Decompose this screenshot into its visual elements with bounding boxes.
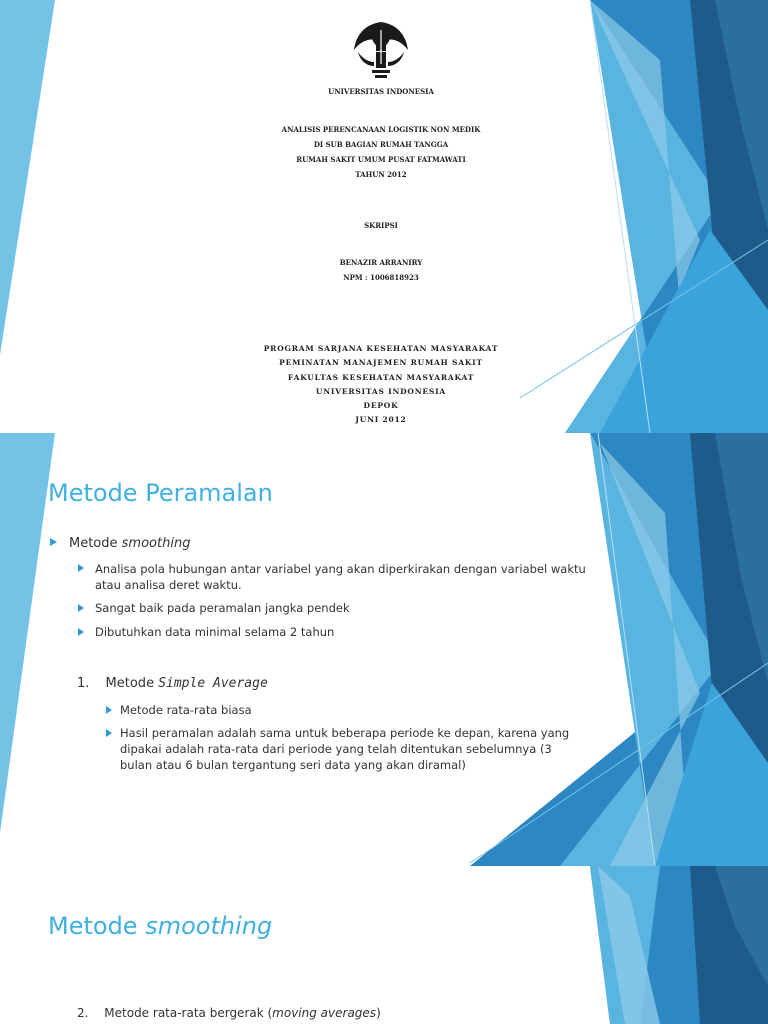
bullet-metode-smoothing [69,536,190,551]
footer-line: PROGRAM SARJANA KESEHATAN MASYARAKAT [263,344,499,353]
numbered-index: 1. [77,676,90,691]
slide-decoration [0,866,768,1024]
numbered-text: Metode [105,676,159,691]
sub-bullet-line: bulan atau 6 bulan tergantung seri data yang akan diramal) [120,758,466,772]
sub-bullet-line: atau analisa deret waktu. [95,578,242,592]
cover-title-block [250,122,512,182]
cover-university [250,84,512,99]
numbered-item-moving-averages [77,1005,381,1021]
bullet-italic-text: smoothing [121,536,191,551]
sub-bullet-line: Analisa pola hubungan antar variabel yang akan diperkirakan dengan variabel waktu [95,562,586,576]
slide-title: Metode Peramalan [48,479,273,507]
cover-author-block [250,255,512,285]
title-line: DI SUB BAGIAN RUMAH TANGGA [313,140,449,149]
sub-bullet: Metode rata-rata biasa [120,703,252,717]
title-line: RUMAH SAKIT UMUM PUSAT FATMAWATI [296,155,466,164]
title-line: ANALISIS PERENCANAAN LOGISTIK NON MEDIK [281,125,481,134]
bullet-arrow-icon [78,604,84,612]
bullet-arrow-icon [106,706,112,714]
sub-bullet: Dibutuhkan data minimal selama 2 tahun [95,625,335,639]
university-name: UNIVERSITAS INDONESIA [328,87,434,96]
bullet-arrow-icon [106,729,112,737]
footer-line: DEPOK [363,401,399,411]
title-italic-text: smoothing [145,912,273,940]
content-slide-peramalan [0,433,768,866]
sub-bullet [95,561,586,593]
bullet-text: Metode [69,536,122,551]
numbered-item-simple-average [77,676,268,691]
slide-title [48,912,272,940]
numbered-italic-text: moving averages [272,1006,377,1020]
numbered-index: 2. [77,1006,89,1020]
cover-footer-block [250,342,512,428]
numbered-italic-text: Simple Average [158,676,268,691]
cover-doc-type [250,218,512,233]
sub-bullet [120,725,569,773]
footer-line: JUNI 2012 [355,415,407,425]
numbered-suffix: ) [376,1006,381,1020]
author-name: BENAZIR ARRANIRY [339,258,423,267]
bullet-arrow-icon [50,538,57,546]
sub-bullet-line: Hasil peramalan adalah sama untuk beberapa periode ke depan, karena yang [120,726,570,740]
sub-bullet-line: dipakai adalah rata-rata dari periode yang telah ditentukan sebelumnya (3 [120,742,552,756]
numbered-text: Metode rata-rata bergerak ( [104,1006,273,1020]
content-slide-smoothing [0,866,768,1024]
title-text: Metode [48,912,146,940]
footer-line: PEMINATAN MANAJEMEN RUMAH SAKIT [279,358,483,368]
cover-slide [0,0,768,433]
bullet-arrow-icon [78,628,84,636]
sub-bullet: Sangat baik pada peramalan jangka pendek [95,601,350,615]
footer-line: UNIVERSITAS INDONESIA [315,386,447,396]
footer-line: FAKULTAS KESEHATAN MASYARAKAT [287,372,475,382]
author-npm: NPM : 1006818923 [343,273,419,282]
doc-type: SKRIPSI [364,221,398,230]
bullet-arrow-icon [78,564,84,572]
university-logo [350,18,412,80]
title-line: TAHUN 2012 [355,170,407,179]
